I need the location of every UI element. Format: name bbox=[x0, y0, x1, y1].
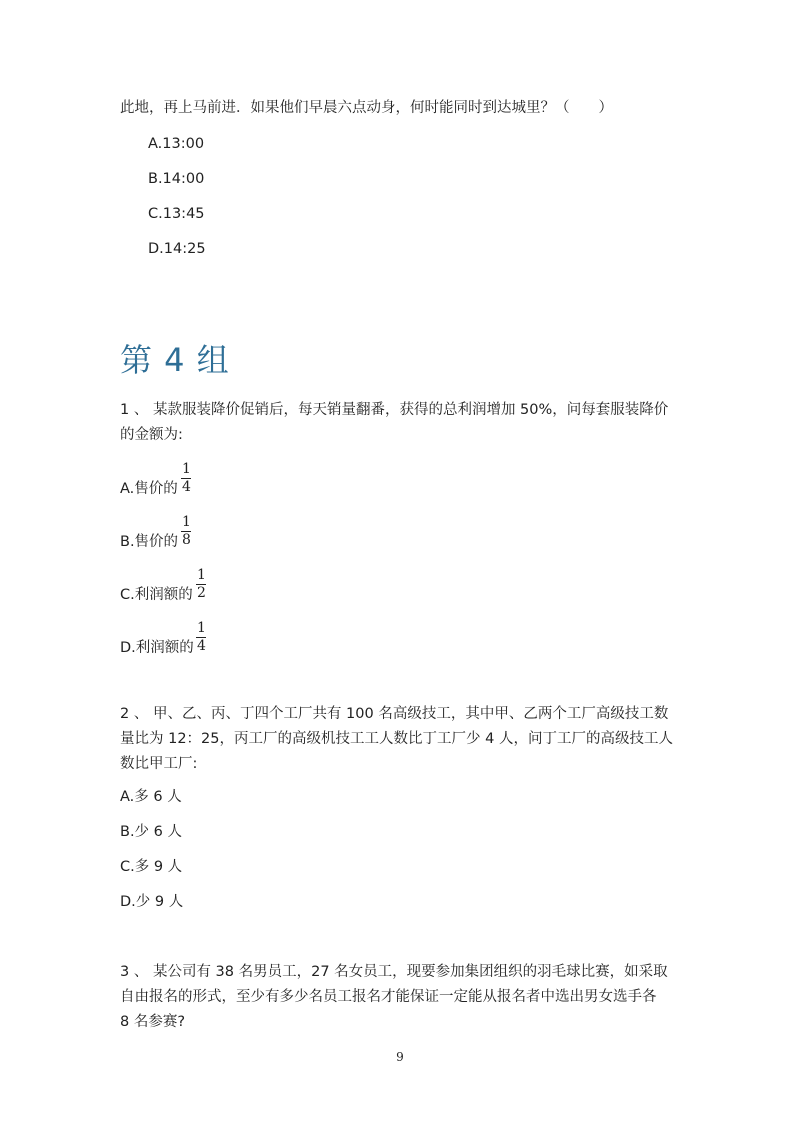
fraction-denominator: 4 bbox=[197, 638, 206, 654]
q1-option-a-fraction bbox=[181, 462, 192, 495]
q2-text-line1: 2 、 甲、乙、丙、丁四个工厂共有 100 名高级技工，其中甲、乙两个工厂高级技工数 bbox=[120, 706, 669, 722]
q1-text-line2: 的金额为: bbox=[120, 427, 183, 443]
q1-option-c-label: C.利润额的 bbox=[120, 587, 193, 603]
q1-option-d bbox=[120, 614, 320, 658]
fraction-numerator: 1 bbox=[197, 567, 206, 583]
fraction-numerator: 1 bbox=[182, 461, 191, 477]
q1-option-b-label: B.售价的 bbox=[120, 534, 179, 550]
intro-option-d: D.14:25 bbox=[148, 241, 206, 257]
q1-text-line1: 1 、 某款服装降价促销后，每天销量翻番，获得的总利润增加 50%，问每套服装降价 bbox=[120, 402, 669, 418]
page-number: 9 bbox=[396, 1050, 404, 1064]
q2-option-c: C.多 9 人 bbox=[120, 859, 183, 875]
intro-option-c: C.13:45 bbox=[148, 206, 205, 222]
intro-question-text: 此地，再上马前进．如果他们早晨六点动身，何时能同时到达城里？（ ） bbox=[120, 100, 613, 116]
q1-option-c bbox=[120, 561, 320, 605]
section-heading: 第 4 组 bbox=[120, 341, 230, 379]
q2-text-line3: 数比甲工厂: bbox=[120, 756, 198, 772]
q2-option-b: B.少 6 人 bbox=[120, 824, 183, 840]
q3-text-line2: 自由报名的形式，至少有多少名员工报名才能保证一定能从报名者中选出男女选手各 bbox=[120, 989, 657, 1005]
fraction-denominator: 2 bbox=[197, 585, 206, 601]
q3-text-line1: 3 、 某公司有 38 名男员工，27 名女员工，现要参加集团组织的羽毛球比赛，如采取 bbox=[120, 964, 668, 980]
fraction-numerator: 1 bbox=[197, 620, 206, 636]
q1-option-c-fraction bbox=[196, 568, 207, 601]
q1-option-b-fraction bbox=[181, 515, 192, 548]
q1-option-a bbox=[120, 455, 320, 499]
fraction-numerator: 1 bbox=[182, 514, 191, 530]
intro-option-b: B.14:00 bbox=[148, 171, 205, 187]
intro-option-a: A.13:00 bbox=[148, 136, 205, 152]
q1-option-a-label: A.售价的 bbox=[120, 481, 178, 497]
q2-text-line2: 量比为 12：25，丙工厂的高级机技工工人数比丁工厂少 4 人，问丁工厂的高级技工人 bbox=[120, 731, 673, 747]
q2-option-a: A.多 6 人 bbox=[120, 789, 182, 805]
q1-option-d-fraction bbox=[196, 621, 207, 654]
fraction-denominator: 4 bbox=[182, 479, 191, 495]
q3-text-line3: 8 名参赛? bbox=[120, 1014, 186, 1030]
q1-option-b bbox=[120, 508, 320, 552]
fraction-denominator: 8 bbox=[182, 532, 191, 548]
q2-option-d: D.少 9 人 bbox=[120, 894, 184, 910]
q1-option-d-label: D.利润额的 bbox=[120, 640, 194, 656]
